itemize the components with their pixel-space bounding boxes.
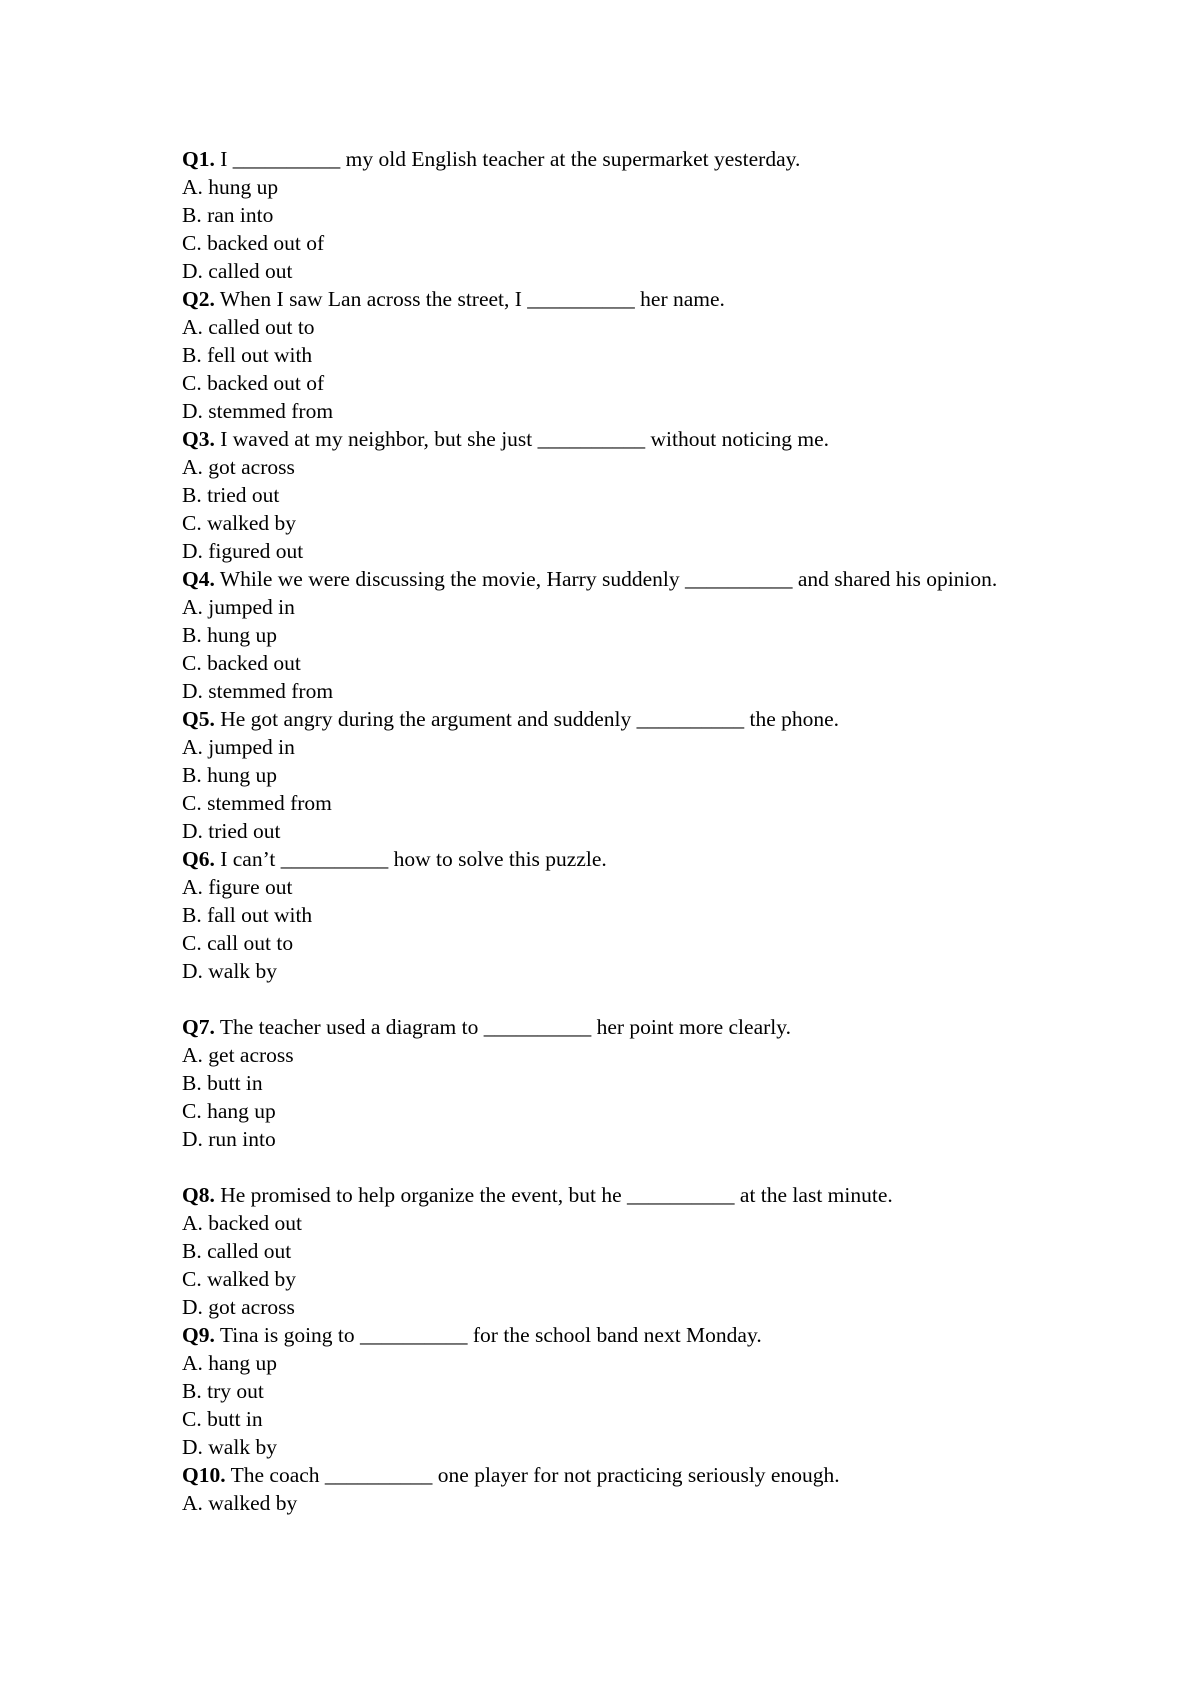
question-stem: [182, 565, 1062, 593]
question-block: [182, 1461, 1062, 1517]
question-text: I can’t __________ how to solve this puzzle.: [214, 847, 607, 871]
question-text: The teacher used a diagram to __________ her point more clearly.: [214, 1015, 791, 1039]
answer-option: A. hung up: [182, 175, 279, 199]
answer-option: A. jumped in: [182, 735, 295, 759]
question-stem: [182, 1321, 1062, 1349]
question-stem: [182, 1181, 1062, 1209]
answer-option: D. run into: [182, 1127, 276, 1151]
answer-option: A. hang up: [182, 1351, 277, 1375]
question-stem: [182, 285, 1062, 313]
question-text: When I saw Lan across the street, I __________ her name.: [214, 287, 725, 311]
question-number: Q2.: [182, 287, 215, 311]
answer-option: B. ran into: [182, 203, 274, 227]
answer-option: C. call out to: [182, 931, 294, 955]
answer-option: D. tried out: [182, 819, 281, 843]
question-text: The coach __________ one player for not practicing seriously enough.: [225, 1463, 840, 1487]
answer-option: B. hung up: [182, 763, 277, 787]
answer-option: A. got across: [182, 455, 295, 479]
answer-option: C. backed out of: [182, 371, 325, 395]
answer-option: C. backed out of: [182, 231, 325, 255]
answer-option: B. called out: [182, 1239, 292, 1263]
question-block: [182, 845, 1062, 985]
question-block: [182, 425, 1062, 565]
answer-option: B. hung up: [182, 623, 277, 647]
question-number: Q5.: [182, 707, 215, 731]
question-text: I __________ my old English teacher at the supermarket yesterday.: [214, 147, 801, 171]
answer-option: A. backed out: [182, 1211, 303, 1235]
answer-option: C. backed out: [182, 651, 301, 675]
question-stem: [182, 1461, 1062, 1489]
answer-option: D. stemmed from: [182, 679, 334, 703]
question-text: While we were discussing the movie, Harry suddenly __________ and shared his opinion.: [214, 567, 998, 591]
question-number: Q7.: [182, 1015, 215, 1039]
answer-option: C. stemmed from: [182, 791, 332, 815]
answer-option: B. fall out with: [182, 903, 313, 927]
question-block: [182, 1013, 1062, 1153]
question-block: [182, 145, 1062, 285]
question-number: Q1.: [182, 147, 215, 171]
answer-option: C. butt in: [182, 1407, 263, 1431]
answer-option: A. get across: [182, 1043, 294, 1067]
question-text: He promised to help organize the event, but he __________ at the last minute.: [214, 1183, 893, 1207]
blank-line: [182, 1153, 1062, 1181]
answer-option: D. figured out: [182, 539, 304, 563]
question-block: [182, 1321, 1062, 1461]
question-text: Tina is going to __________ for the school band next Monday.: [214, 1323, 762, 1347]
question-block: [182, 1181, 1062, 1321]
question-number: Q9.: [182, 1323, 215, 1347]
question-block: [182, 705, 1062, 845]
answer-option: A. walked by: [182, 1491, 298, 1515]
answer-option: B. butt in: [182, 1071, 263, 1095]
question-stem: [182, 1013, 1062, 1041]
question-number: Q10.: [182, 1463, 226, 1487]
question-number: Q8.: [182, 1183, 215, 1207]
answer-option: B. fell out with: [182, 343, 313, 367]
question-text: He got angry during the argument and suddenly __________ the phone.: [214, 707, 840, 731]
answer-option: D. called out: [182, 259, 293, 283]
answer-option: B. try out: [182, 1379, 264, 1403]
question-stem: [182, 425, 1062, 453]
question-block: [182, 565, 1062, 705]
question-text: I waved at my neighbor, but she just __________ without noticing me.: [214, 427, 830, 451]
question-stem: [182, 705, 1062, 733]
answer-option: D. walk by: [182, 1435, 277, 1459]
question-stem: [182, 145, 1062, 173]
answer-option: A. called out to: [182, 315, 315, 339]
question-number: Q4.: [182, 567, 215, 591]
answer-option: C. hang up: [182, 1099, 276, 1123]
question-number: Q6.: [182, 847, 215, 871]
answer-option: C. walked by: [182, 1267, 297, 1291]
answer-option: B. tried out: [182, 483, 280, 507]
question-block: [182, 285, 1062, 425]
answer-option: A. figure out: [182, 875, 293, 899]
quiz-content: [182, 145, 1062, 1517]
answer-option: D. walk by: [182, 959, 277, 983]
answer-option: A. jumped in: [182, 595, 295, 619]
answer-option: D. got across: [182, 1295, 295, 1319]
question-stem: [182, 845, 1062, 873]
answer-option: D. stemmed from: [182, 399, 334, 423]
blank-line: [182, 985, 1062, 1013]
answer-option: C. walked by: [182, 511, 297, 535]
question-number: Q3.: [182, 427, 215, 451]
